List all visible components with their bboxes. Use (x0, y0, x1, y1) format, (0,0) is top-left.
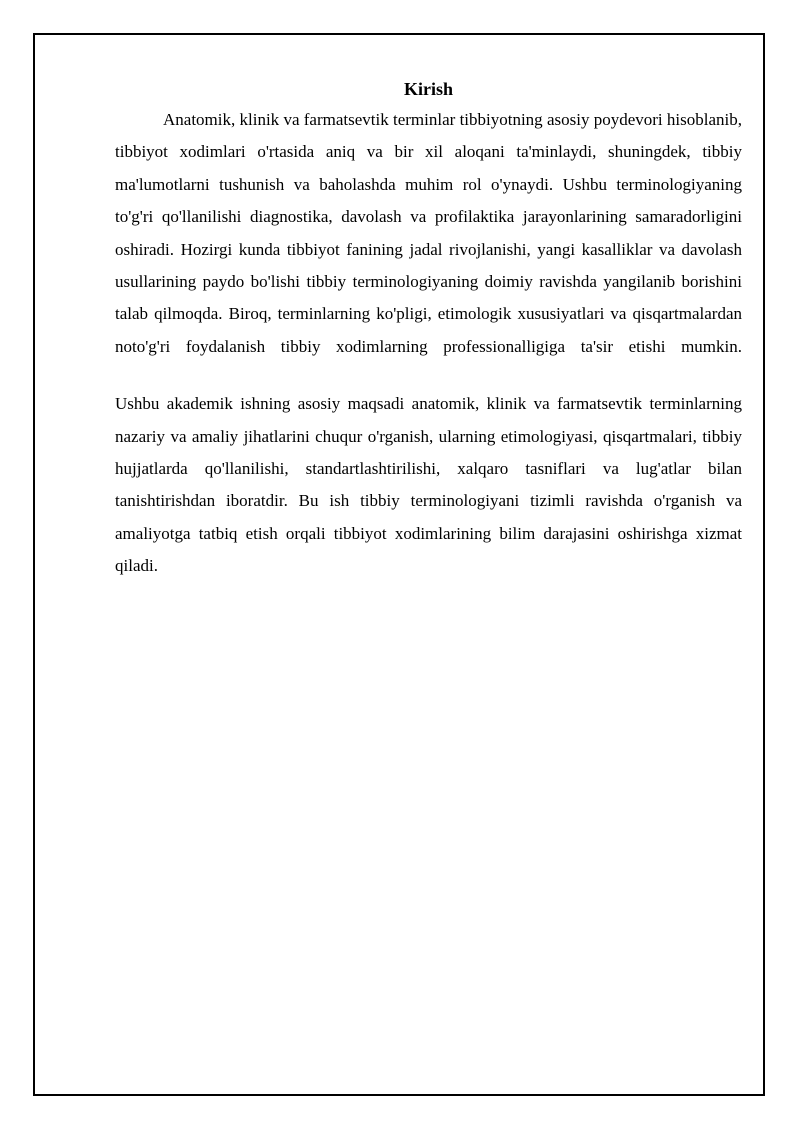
intro-paragraph: Anatomik, klinik va farmatsevtik terminlar tibbiyotning asosiy poydevori hisoblanib, tibbiyot xodimlari o'rtasida aniq va bir xil aloqani ta'minlaydi, shuningdek, tibbiy ma'lumotlarni tushunish va baholashda muhim rol o'ynaydi. Ushbu terminologiyaning to'g'ri qo'llanilishi diagnostika, davolash va profilaktika jarayonlarining samaradorligini oshiradi. Hozirgi kunda tibbiyot fanining jadal rivojlanishi, yangi kasalliklar va davolash usullarining paydo bo'lishi tibbiy terminologiyaning doimiy ravishda yangilanib borishini talab qilmoqda. Biroq, terminlarning ko'pligi, etimologik xususiyatlari va qisqartmalardan noto'g'ri foydalanish tibbiy xodimlarning professionalligiga ta'sir etishi mumkin. (115, 110, 742, 356)
document-body (115, 78, 742, 583)
page-title: Kirish (403, 79, 453, 99)
aim-paragraph: Ushbu akademik ishning asosiy maqsadi anatomik, klinik va farmatsevtik terminlarning nazariy va amaliy jihatlarini chuqur o'rganish, ularning etimologiyasi, qisqartmalari, tibbiy hujjatlarda qo'llanilishi, standartlashtirilishi, xalqaro tasniflari va lug'atlar bilan tanishtirishdan iboratdir. Bu ish tibbiy terminologiyani tizimli ravishda o'rganish va amaliyotga tatbiq etish orqali tibbiyot xodimlarining bilim darajasini oshirishga xizmat qiladi. (115, 394, 742, 576)
